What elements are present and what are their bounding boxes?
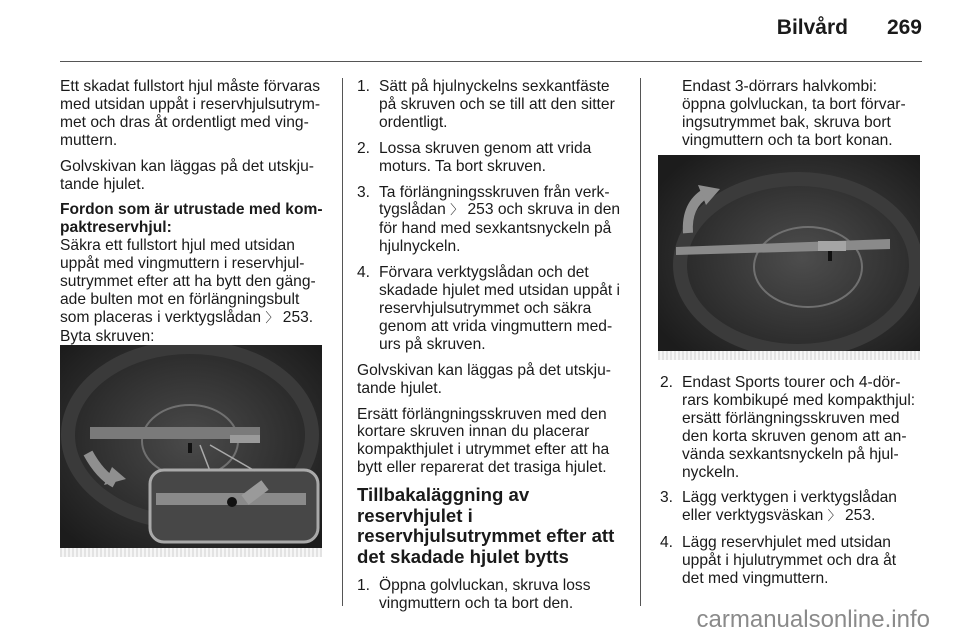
cross-reference-icon: 〉 [265,310,279,326]
paragraph: Ersätt förlängningsskruven med den kortare skruven innan du placerar kompakthjulet i utrymmet efter att ha bytt eller reparerat det trasiga hjulet. [357,405,610,477]
paragraph: Byta skruven: [60,327,155,345]
step-list [357,577,625,613]
cross-reference-icon: 〉 [450,203,464,219]
list-item: 3. Ta förlängningsskruven från verktygslådan 〉 253 och skruva in den för hand med sexkantsnyckeln på hjulnyckeln. [357,183,621,256]
page-title: Bilvård [776,16,848,39]
paragraph: Golvskivan kan läggas på det utskjutande hjulet. [60,157,314,193]
figure-strip [60,548,322,557]
figure-strip [658,351,920,360]
paragraph: Säkra ett fullstort hjul med utsidan uppåt med vingmuttern i reservhjulsutrymmet efter att ha bytt den gängade bulten mot en förlängningsbult som placeras i verktygslådan 〉 253. [60,237,316,326]
list-item: 2. Endast Sports tourer och 4-dörrars kombikupé med kompakthjul: ersätt förlängningsskruven med den korta skruven genom att använda sexkantsnyckeln på hjulnyckeln. [660,374,916,481]
watermark: carmanualsonline.info [696,606,930,633]
list-item: 4. Förvara verktygslådan och det skadade hjulet med utsidan uppåt i reservhjulsutrymmet och säkra genom att vrida vingmuttern medurs på skruven. [357,264,621,353]
column-3 [660,78,922,158]
page-number: 269 [886,16,922,39]
column-divider [342,78,343,606]
cross-reference-icon: 〉 [827,509,841,525]
column-2 [357,78,625,621]
list-item: 2. Lossa skruven genom att vrida moturs. Ta bort skruven. [357,139,592,175]
list-item: 1. Sätt på hjulnyckelns sexkantfäste på skruven och se till att den sitter ordentligt. [357,78,615,131]
column-divider [640,78,641,606]
page-reference[interactable]: 253. [282,308,314,326]
paragraph: Ett skadat fullstort hjul måste förvaras med utsidan uppåt i reservhjulsutrymmet och dras åt ordentligt med vingmuttern. [60,78,321,149]
step-list [357,78,625,354]
figure-floor-panel [658,155,920,360]
figure-bolt-exchange [60,345,322,557]
spare-wheel-well-illustration [60,345,322,557]
column-1 [60,78,328,354]
column-3-steps [660,374,922,596]
list-item: 1. Öppna golvluckan, skruva loss vingmuttern och ta bort den. [357,577,591,613]
list-item: 4. Lägg reservhjulet med utsidan uppåt i hjulutrymmet och dra åt det med vingmuttern. [660,534,897,588]
page-reference[interactable]: 253. [844,507,876,525]
section-heading: Tillbakaläggning av reservhjulet i reservhjulsutrymmet efter att det skadade hjulet bytts [357,484,615,567]
page-reference[interactable]: 253 [467,201,494,219]
paragraph: Golvskivan kan läggas på det utskjutande hjulet. [357,361,611,397]
step-list [660,374,922,588]
floor-panel-illustration [658,155,920,360]
list-item: 3. Lägg verktygen i verktygslådan eller verktygsväskan 〉 253. [660,489,897,525]
header-rule [60,61,922,62]
subheading: Fordon som är utrustade med kompaktreservhjul: [60,201,323,237]
paragraph: Endast 3-dörrars halvkombi: öppna golvluckan, ta bort förvaringsutrymmet bak, skruva bort vingmuttern och ta bort konan. [682,78,906,149]
